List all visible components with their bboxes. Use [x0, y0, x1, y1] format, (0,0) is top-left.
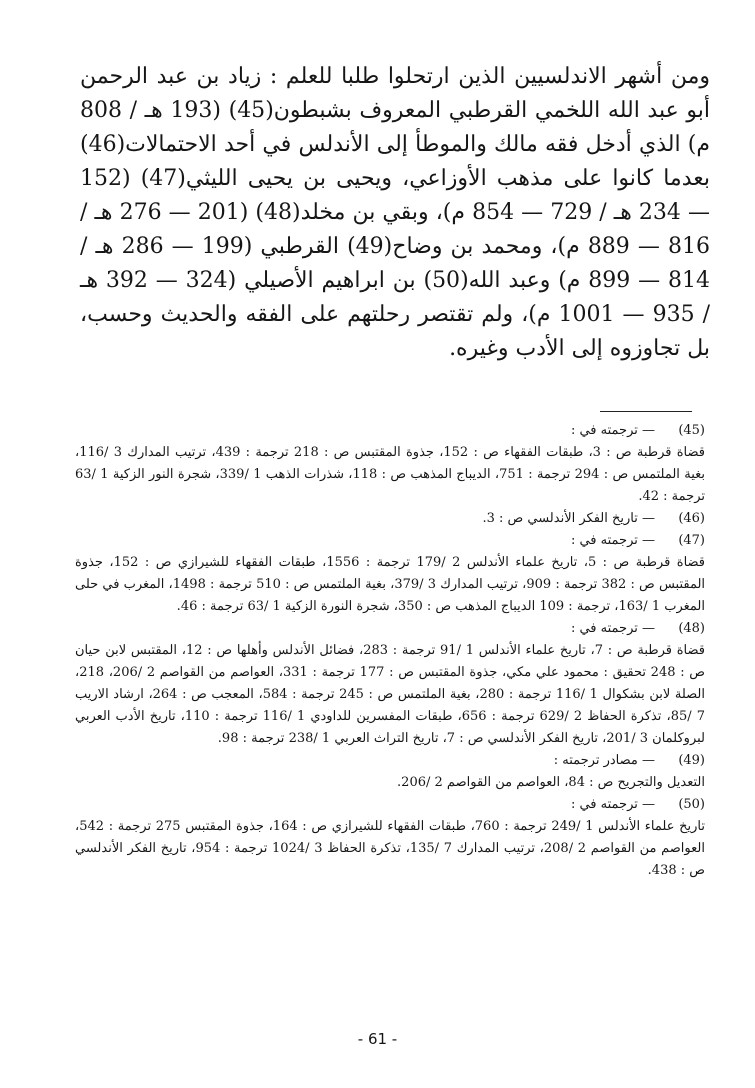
footnote-body: قضاة قرطبة ص : 5، تاريخ علماء الأندلس 2 /179 ترجمة : 1556، طبقات الفقهاء للشيرازي ص : 152، جذوة المقتبس ص : 382 ترجمة : 909، ترتيب المدارك 3 /379، بغية الملتمس ص : 510 ترجمة : 1498، المغرب في حلى المغرب 1 /163، ترجمة : 109 الديباج المذهب ص : 350، شجرة النورة الزكية 1 /63 ترجمة : 46.: [75, 555, 706, 614]
footnote-head: [75, 618, 705, 640]
footnote-title: — ترجمته في :: [570, 423, 655, 438]
footnote-50: [75, 794, 705, 882]
footnotes: [75, 420, 705, 882]
footnote-48: [75, 618, 705, 750]
main-text-block: [80, 60, 710, 366]
footnote-number: (46): [678, 511, 705, 526]
page-number: - 61 -: [357, 1030, 398, 1048]
footnote-body: قضاة قرطبة ص : 3، طبقات الفقهاء ص : 152، جذوة المقتبس ص : 218 ترجمة : 439، ترتيب المدارك 3 /116، بغية الملتمس ص : 294 ترجمة : 751، الديباج المذهب ص : 118، شذرات الذهب 1 /339، شجرة النور الزكية 1 /63 ترجمة : 42.: [75, 445, 706, 504]
footnote-title: — ترجمته في :: [570, 621, 655, 636]
footnote-head: [75, 508, 705, 530]
footnote-49: [75, 750, 705, 794]
footnote-number: (47): [678, 533, 705, 548]
footnote-number: (49): [678, 753, 705, 768]
footnote-46: [75, 508, 705, 530]
footnote-title: — تاريخ الفكر الأندلسي ص : 3.: [482, 511, 655, 526]
footnote-title: — ترجمته في :: [570, 797, 655, 812]
footnote-number: (50): [678, 797, 705, 812]
footnote-head: [75, 750, 705, 772]
footnote-number: (45): [678, 423, 705, 438]
footnote-head: [75, 530, 705, 552]
footnote-body: قضاة قرطبة ص : 7، تاريخ علماء الأندلس 1 /91 ترجمة : 283، فضائل الأندلس وأهلها ص : 12، المقتبس لابن حيان ص : 248 تحقيق : محمود علي مكي، جذوة المقتبس ص : 177 ترجمة : 331، العواصم من القواصم 2 /206، 218، الصلة لابن بشكوال 1 /116 ترجمة : 280، بغية الملتمس ص : 245 ترجمة : 584، المعجب ص : 264، ارشاد الاريب 7 /85، تذكرة الحفاظ 2 /629 ترجمة : 656، طبقات المفسرين للداودي 1 /116 ترجمة : 110، تاريخ الأدب العربي لبروكلمان 3 /201، تاريخ الفكر الأندلسي ص : 7، تاريخ التراث العربي 1 /238 ترجمة : 98.: [75, 643, 706, 746]
footnote-47: [75, 530, 705, 618]
footnote-number: (48): [678, 621, 705, 636]
footnote-separator: [600, 411, 692, 412]
footnote-body: التعديل والتجريح ص : 84، العواصم من القواصم 2 /206.: [397, 775, 705, 790]
footnote-45: [75, 420, 705, 508]
footnote-head: [75, 794, 705, 816]
footnote-title: — مصادر ترجمته :: [553, 753, 655, 768]
main-paragraph: ومن أشهر الاندلسيين الذين ارتحلوا طلبا للعلم : زياد بن عبد الرحمن أبو عبد الله اللخمي القرطبي المعروف بشبطون(45) (193 هـ / 808 م) الذي أدخل فقه مالك والموطأ إلى الأندلس في أحد الاحتمالات(46) بعدما كانوا على مذهب الأوزاعي، ويحيى بن يحيى الليثي(47) (152 — 234 هـ / 729 — 854 م)، وبقي بن مخلد(48) (201 — 276 هـ / 816 — 889 م)، ومحمد بن وضاح(49) القرطبي (199 — 286 هـ / 814 — 899 م) وعبد الله(50) بن ابراهيم الأصيلي (324 — 392 هـ / 935 — 1001 م)، ولم تقتصر رحلتهم على الفقه والحديث وحسب، بل تجاوزوه إلى الأدب وغيره.: [80, 64, 711, 361]
footnote-body: تاريخ علماء الأندلس 1 /249 ترجمة : 760، طبقات الفقهاء للشيرازي ص : 164، جذوة المقتبس 275 ترجمة : 542، العواصم من القواصم 2 /208، ترتيب المدارك 7 /135، تذكرة الحفاظ 3 /1024 ترجمة : 954، تاريخ الفكر الأندلسي ص : 438.: [75, 819, 705, 878]
footnote-title: — ترجمته في :: [570, 533, 655, 548]
footnote-head: [75, 420, 705, 442]
